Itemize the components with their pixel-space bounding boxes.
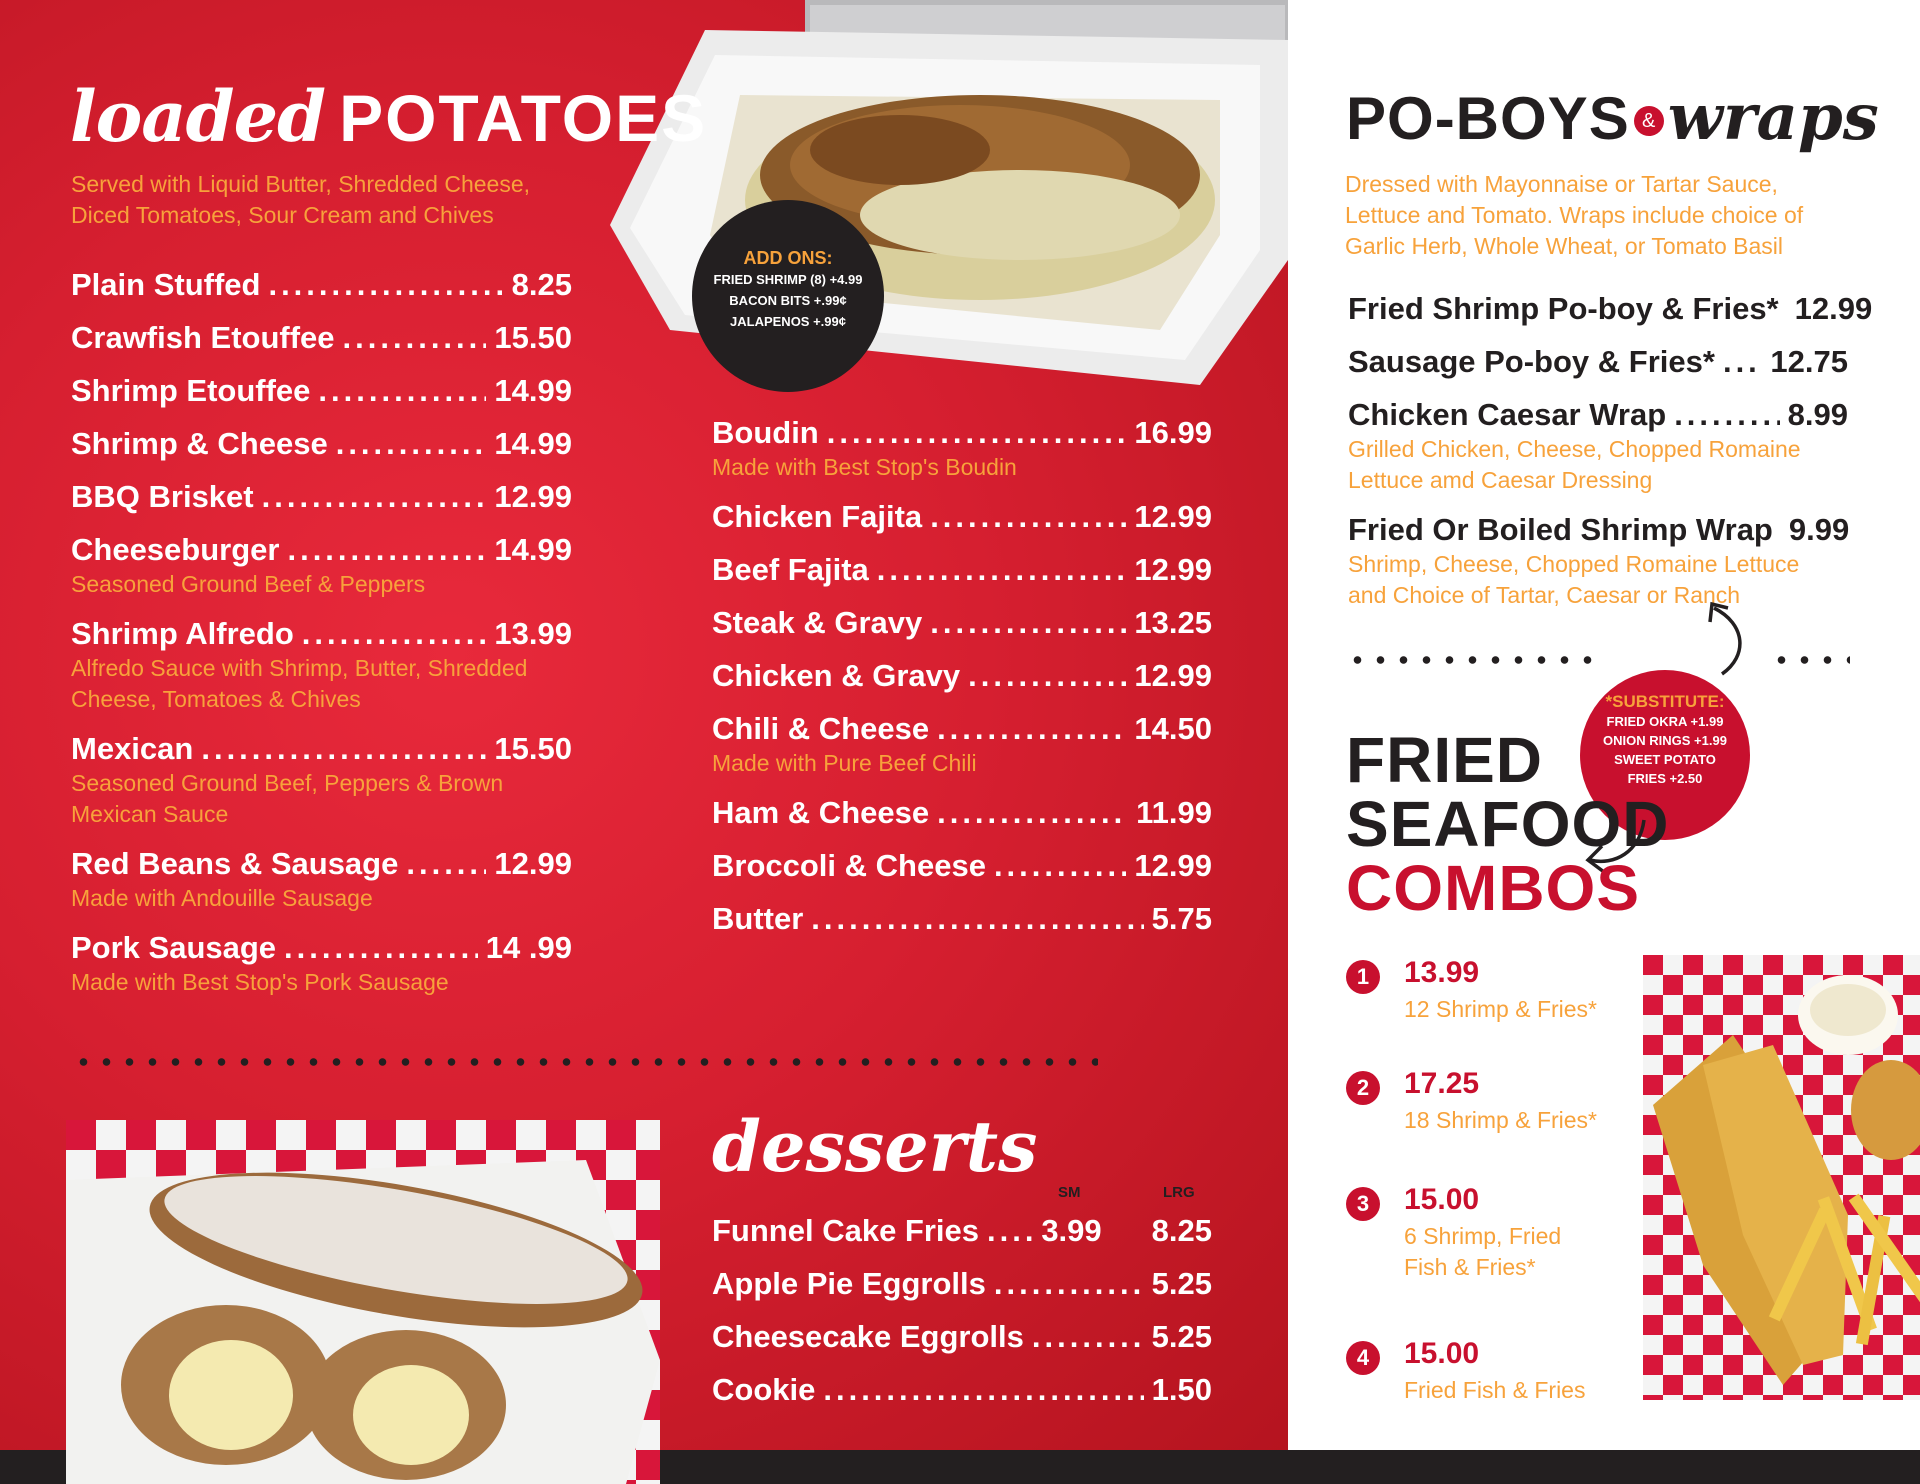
item-price: 5.75 <box>1151 901 1212 936</box>
wraps-script-word: wraps <box>1667 80 1879 155</box>
leader-dots <box>930 604 1126 642</box>
leader-dots <box>302 615 487 653</box>
eggroll-dessert-photo <box>66 1120 660 1484</box>
item-name: Cheesecake Eggrolls <box>712 1319 1024 1354</box>
item-price: 14.99 <box>494 426 572 461</box>
add-ons-badge <box>692 200 884 392</box>
list-item <box>712 551 1212 589</box>
item-name: Boudin <box>712 415 819 450</box>
leader-dots <box>287 531 486 569</box>
leader-dots <box>877 551 1127 589</box>
item-price: 12.99 <box>1134 848 1212 883</box>
item-name: Fried Or Boiled Shrimp Wrap <box>1348 512 1773 547</box>
leader-dots <box>823 1371 1143 1409</box>
loaded-potatoes-description: Served with Liquid Butter, Shredded Cheese, Diced Tomatoes, Sour Cream and Chives <box>71 171 531 228</box>
leader-dots <box>1674 396 1779 434</box>
item-price: 9.99 <box>1788 512 1850 547</box>
item-name: Red Beans & Sausage <box>71 846 399 881</box>
item-name: Ham & Cheese <box>712 795 930 830</box>
list-item <box>1348 396 1848 496</box>
item-price: 15.50 <box>494 731 572 766</box>
heading-line-seafood: SEAFOOD <box>1346 788 1670 860</box>
list-item <box>71 531 572 600</box>
leader-dots <box>994 847 1126 885</box>
item-description: Made with Best Stop's Pork Sausage <box>71 969 449 995</box>
list-item <box>71 615 572 715</box>
item-name: Shrimp Alfredo <box>71 616 294 651</box>
item-price: 14 .99 <box>485 930 572 965</box>
leader-dots <box>811 900 1143 938</box>
poboys-description: Dressed with Mayonnaise or Tartar Sauce, Lettuce and Tomato. Wraps include choice of Garlic Herb, Whole Wheat, or Tomato Basil <box>1345 171 1804 259</box>
item-name: Butter <box>712 901 804 936</box>
desserts-list <box>712 1212 1212 1409</box>
add-on-line: JALAPENOS +.99¢ <box>730 314 846 329</box>
combo-description: 6 Shrimp, Fried Fish & Fries* <box>1404 1223 1562 1280</box>
poboys-list <box>1348 290 1873 611</box>
heading-line-fried: FRIED <box>1346 724 1543 796</box>
dotted-divider <box>1770 656 1850 664</box>
list-item <box>712 604 1212 642</box>
item-price: 13.99 <box>494 616 572 651</box>
item-description: Made with Best Stop's Boudin <box>712 454 1017 480</box>
item-price: 15.50 <box>494 320 572 355</box>
list-item <box>712 414 1212 483</box>
combo-number-badge: 4 <box>1346 1341 1380 1375</box>
leader-dots <box>987 1212 1033 1250</box>
item-price: 5.25 <box>1151 1266 1212 1301</box>
item-price: 12.99 <box>1134 658 1212 693</box>
item-name: BBQ Brisket <box>71 479 254 514</box>
combo-number-badge: 1 <box>1346 960 1380 994</box>
leader-dots <box>262 478 487 516</box>
leader-dots <box>1032 1318 1144 1356</box>
item-price: 1.50 <box>1151 1372 1212 1407</box>
leader-dots <box>406 845 486 883</box>
item-name: Chicken & Gravy <box>712 658 961 693</box>
item-price: 8.99 <box>1787 397 1848 432</box>
leader-dots <box>937 794 1128 832</box>
item-description: Made with Andouille Sausage <box>71 885 373 911</box>
leader-dots <box>827 414 1127 452</box>
heading-line-combos: COMBOS <box>1346 852 1640 924</box>
leader-dots <box>336 425 487 463</box>
item-description: Grilled Chicken, Cheese, Chopped Romaine Lettuce amd Caesar Dressing <box>1348 436 1801 493</box>
item-name: Plain Stuffed <box>71 267 261 302</box>
item-name: Shrimp Etouffee <box>71 373 311 408</box>
item-price: 13.25 <box>1134 605 1212 640</box>
item-description: Alfredo Sauce with Shrimp, Butter, Shredded Cheese, Tomatoes & Chives <box>71 655 528 712</box>
combo-description: 12 Shrimp & Fries* <box>1404 996 1598 1022</box>
list-item <box>712 657 1212 695</box>
dotted-divider <box>1346 656 1600 664</box>
leader-dots <box>284 929 478 967</box>
list-item <box>712 498 1212 536</box>
dotted-divider <box>72 1058 1098 1066</box>
poboys-word: PO-BOYS <box>1346 85 1630 152</box>
item-name: Crawfish Etouffee <box>71 320 335 355</box>
leader-dots <box>968 657 1126 695</box>
potatoes-word: POTATOES <box>339 81 708 155</box>
combo-description: 18 Shrimp & Fries* <box>1404 1107 1598 1133</box>
item-description: Shrimp, Cheese, Chopped Romaine Lettuce and Choice of Tartar, Caesar or Ranch <box>1348 551 1800 608</box>
add-on-line: BACON BITS +.99¢ <box>729 293 847 308</box>
item-description: Seasoned Ground Beef, Peppers & Brown Mexican Sauce <box>71 770 504 827</box>
item-price: 14.99 <box>494 532 572 567</box>
item-name: Apple Pie Eggrolls <box>712 1266 986 1301</box>
fried-fish-photo <box>1643 955 1920 1400</box>
item-price: 14.50 <box>1134 711 1212 746</box>
item-name: Sausage Po-boy & Fries* <box>1348 344 1715 379</box>
leader-dots <box>343 319 487 357</box>
item-price: 12.99 <box>1134 499 1212 534</box>
list-item <box>712 1371 1212 1409</box>
list-item <box>712 900 1212 938</box>
item-name: Cookie <box>712 1372 816 1407</box>
item-name: Steak & Gravy <box>712 605 923 640</box>
item-description: Seasoned Ground Beef & Peppers <box>71 571 426 597</box>
item-name: Mexican <box>71 731 194 766</box>
loaded-script-word: loaded <box>70 75 326 158</box>
list-item <box>71 319 572 357</box>
sm-column-header: SM <box>1058 1184 1081 1201</box>
list-item <box>71 730 572 830</box>
combo-price: 15.00 <box>1404 1337 1480 1370</box>
substitute-line: SWEET POTATO <box>1614 752 1716 767</box>
substitute-line: FRIED OKRA +1.99 <box>1606 714 1724 729</box>
combo-price: 15.00 <box>1404 1183 1480 1216</box>
list-item <box>712 1212 1212 1250</box>
item-name: Shrimp & Cheese <box>71 426 328 461</box>
item-name: Broccoli & Cheese <box>712 848 986 883</box>
item-name: Chili & Cheese <box>712 711 930 746</box>
substitute-line: FRIES +2.50 <box>1627 771 1703 786</box>
leader-dots <box>1723 343 1762 381</box>
item-name: Chicken Fajita <box>712 499 923 534</box>
item-name: Fried Shrimp Po-boy & Fries* <box>1348 291 1779 326</box>
item-price: 12.99 <box>494 479 572 514</box>
item-name: Pork Sausage <box>71 930 277 965</box>
leader-dots <box>994 1265 1144 1303</box>
list-item <box>712 794 1212 832</box>
ampersand-badge: & <box>1634 106 1664 136</box>
substitute-title: *SUBSTITUTE: <box>1605 692 1725 711</box>
potato-list-middle <box>712 414 1212 938</box>
list-item <box>712 710 1212 779</box>
list-item <box>712 1265 1212 1303</box>
item-price: 11.99 <box>1136 795 1212 830</box>
item-description: Made with Pure Beef Chili <box>712 750 977 776</box>
item-price: 12.99 <box>494 846 572 881</box>
item-price: 16.99 <box>1134 415 1212 450</box>
list-item <box>71 425 572 463</box>
add-on-line: FRIED SHRIMP (8) +4.99 <box>713 272 863 287</box>
leader-dots <box>937 710 1126 748</box>
item-price: 5.25 <box>1151 1319 1212 1354</box>
leader-dots <box>318 372 486 410</box>
poboys-heading <box>1346 80 1879 155</box>
combo-number-badge: 3 <box>1346 1187 1380 1221</box>
combo-number-badge: 2 <box>1346 1071 1380 1105</box>
leader-dots <box>930 498 1126 536</box>
item-name: Funnel Cake Fries <box>712 1213 980 1248</box>
list-item <box>1348 511 1848 611</box>
list-item <box>1348 290 1873 328</box>
combo-price: 13.99 <box>1404 956 1480 989</box>
substitute-line: ONION RINGS +1.99 <box>1603 733 1727 748</box>
loaded-potatoes-heading <box>70 75 708 158</box>
list-item <box>71 845 572 914</box>
item-price: 12.99 <box>1794 291 1873 326</box>
combo-description: Fried Fish & Fries <box>1404 1377 1586 1403</box>
item-name: Beef Fajita <box>712 552 869 587</box>
item-price: 14.99 <box>494 373 572 408</box>
list-item <box>712 1318 1212 1356</box>
item-price: 8.25 <box>511 267 572 302</box>
item-price-sm: 3.99 <box>1041 1213 1102 1248</box>
potato-list-left <box>71 266 572 998</box>
fried-seafood-combos-heading <box>1346 724 1670 924</box>
list-item <box>71 372 572 410</box>
list-item <box>71 929 572 998</box>
item-price: 8.25 <box>1151 1213 1212 1248</box>
item-name: Chicken Caesar Wrap <box>1348 397 1667 432</box>
arrow-up-icon <box>1700 598 1760 678</box>
item-price: 12.75 <box>1770 344 1848 379</box>
list-item <box>712 847 1212 885</box>
item-name: Cheeseburger <box>71 532 280 567</box>
desserts-heading: desserts <box>712 1105 1038 1188</box>
leader-dots <box>268 266 503 304</box>
combo-price: 17.25 <box>1404 1067 1480 1100</box>
item-price: 12.99 <box>1134 552 1212 587</box>
list-item <box>71 478 572 516</box>
add-ons-title: ADD ONS: <box>743 248 833 268</box>
list-item <box>71 266 572 304</box>
list-item <box>1348 343 1848 381</box>
lrg-column-header: LRG <box>1163 1184 1195 1201</box>
leader-dots <box>201 730 486 768</box>
